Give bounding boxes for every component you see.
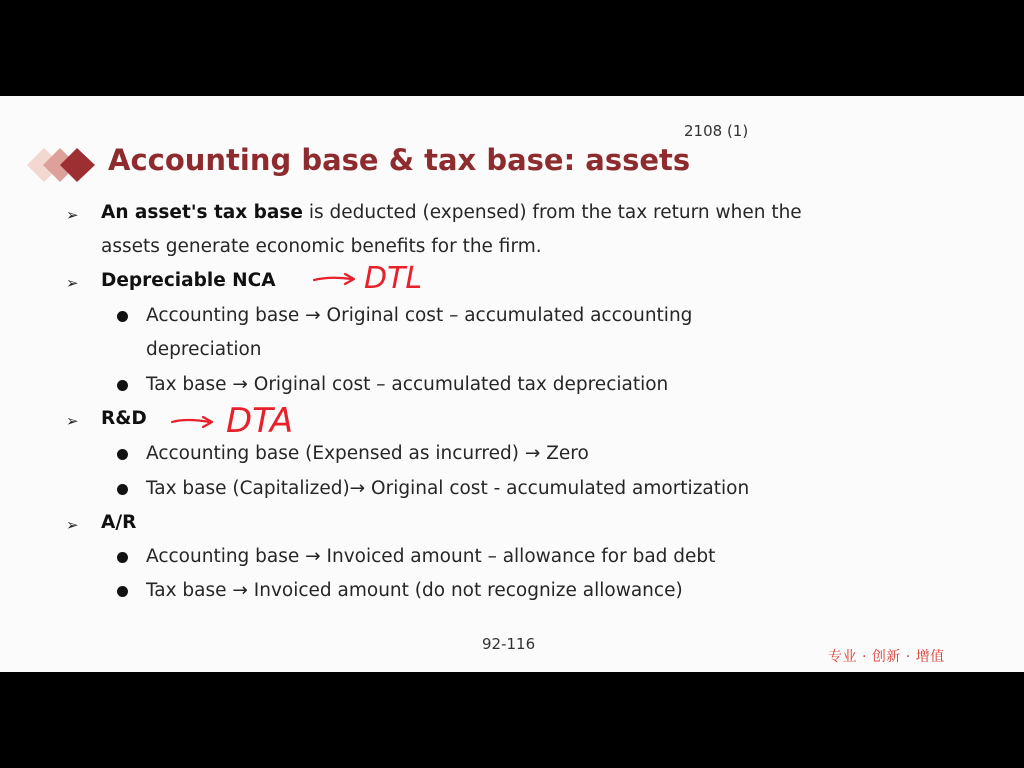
letterbox-bottom xyxy=(0,672,1024,768)
intro-bold-term: An asset's tax base xyxy=(101,202,303,223)
bullet-text: Tax base (Capitalized)→ Original cost - accumulated amortization xyxy=(146,478,750,499)
filled-circle-bullet-icon xyxy=(117,552,128,563)
bullet-text: Accounting base (Expensed as incurred) → Zero xyxy=(146,443,589,464)
intro-continuation: assets generate economic benefits for the firm. xyxy=(101,236,542,257)
diamond-cluster-icon xyxy=(27,148,103,182)
slide-title: Accounting base & tax base: assets xyxy=(108,143,691,177)
bullet-text-continuation: depreciation xyxy=(146,339,262,360)
filled-circle-bullet-icon xyxy=(117,586,128,597)
page-range: 92-116 xyxy=(482,635,536,653)
intro-text: is deducted (expensed) from the tax return when the xyxy=(302,202,802,223)
intro-line xyxy=(101,202,802,223)
filled-circle-bullet-icon xyxy=(117,380,128,391)
section-heading-depreciable-nca: Depreciable NCA xyxy=(101,270,276,291)
section-heading-ar: A/R xyxy=(101,512,137,533)
arrowhead-bullet-icon: ➢ xyxy=(66,274,79,292)
slide-code: 2108 (1) xyxy=(684,122,749,140)
filled-circle-bullet-icon xyxy=(117,484,128,495)
handwritten-annotation-dta xyxy=(170,396,320,438)
arrowhead-bullet-icon: ➢ xyxy=(66,206,79,224)
handwriting-dta-text: DTA xyxy=(226,401,294,438)
bullet-text: Accounting base → Original cost – accumulated accounting xyxy=(146,305,693,326)
bullet-text: Tax base → Original cost – accumulated tax depreciation xyxy=(146,374,669,395)
section-heading-rnd: R&D xyxy=(101,408,147,429)
arrowhead-bullet-icon: ➢ xyxy=(66,516,79,534)
filled-circle-bullet-icon xyxy=(117,449,128,460)
handwriting-dtl-text: DTL xyxy=(364,261,423,294)
filled-circle-bullet-icon xyxy=(117,311,128,322)
letterbox-top xyxy=(0,0,1024,96)
arrowhead-bullet-icon: ➢ xyxy=(66,412,79,430)
slide-canvas xyxy=(0,96,1024,672)
slogan-footer: 专业 · 创新 · 增值 xyxy=(828,649,945,665)
handwritten-annotation-dtl xyxy=(312,260,442,294)
bullet-text: Accounting base → Invoiced amount – allowance for bad debt xyxy=(146,546,716,567)
bullet-text: Tax base → Invoiced amount (do not recognize allowance) xyxy=(146,580,683,601)
